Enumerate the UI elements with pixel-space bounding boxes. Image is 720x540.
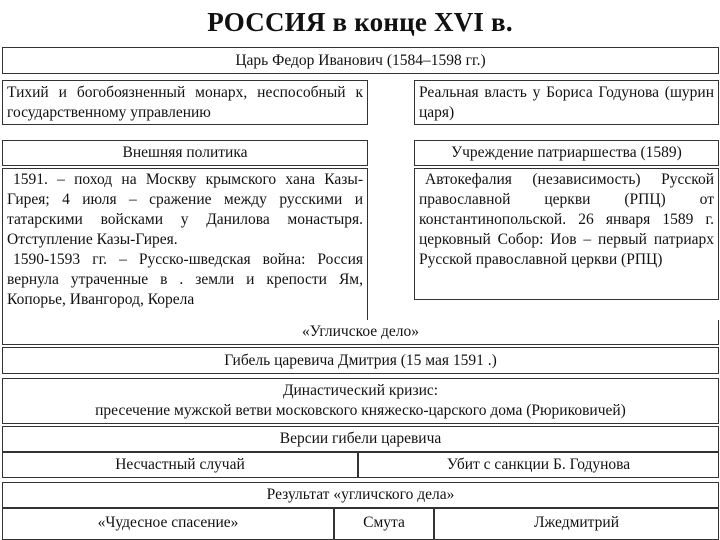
tsar-box [2, 47, 719, 74]
page-title: РОССИЯ в конце XVI в. [207, 7, 513, 37]
foreign-policy-header [2, 140, 368, 166]
version-accident-text: Несчастный случай [115, 456, 245, 473]
result-false-dmitry-box [434, 508, 719, 540]
dynastic-crisis-box [2, 378, 719, 424]
patriarchate-text: Автокефалия (независимость) Русской православной церкви (РПЦ) от константинопольской. 26 января 1589 г. церковный Собор: Иов – первый патриарх Русской православной церкви (РПЦ) [419, 171, 714, 268]
patriarchate-header [414, 140, 719, 166]
foreign-policy-item-crimea: 1591. – поход на Москву крымского хана Казы-Гирея; 4 июля – сражение между русскими и татарскими войсками у Данилова монастыря. Отступление Казы-Гирея. [7, 171, 363, 248]
result-header [2, 482, 719, 508]
result-false-dmitry-text: Лжедмитрий [534, 514, 619, 531]
result-rescue-text: «Чудесное спасение» [97, 514, 239, 531]
dynastic-crisis-detail: пресечение мужской ветви московского княжеско-царского дома (Рюриковичей) [95, 402, 626, 419]
tsar-text: Царь Федор Иванович (1584–1598 гг.) [235, 52, 486, 69]
dmitry-death-box [2, 347, 719, 374]
version-killed-box [358, 452, 719, 478]
uglich-header-text: «Угличское дело» [301, 323, 420, 340]
version-accident-box [2, 452, 358, 478]
patriarchate-header-text: Учреждение патриаршества (1589) [451, 144, 682, 161]
versions-header-text: Версии гибели царевича [279, 430, 442, 447]
result-smuta-box [334, 508, 434, 540]
real-power-box [414, 80, 719, 125]
tsar-character-box [2, 80, 368, 125]
foreign-policy-header-text: Внешняя политика [122, 144, 248, 161]
foreign-policy-item-sweden: 1590-1593 гг. – Русско-шведская война: Россия вернула утраченные в . земли и крепости Ям, Копорье, Ивангород, Корела [7, 251, 363, 308]
result-header-text: Результат «угличского дела» [266, 486, 455, 503]
uglich-header [2, 320, 719, 345]
result-smuta-text: Смута [363, 514, 405, 531]
dmitry-death-text: Гибель царевича Дмитрия (15 мая 1591 .) [224, 352, 497, 369]
versions-header [2, 426, 719, 452]
real-power-text: Реальная власть у Бориса Годунова (шурин царя) [419, 84, 714, 121]
patriarchate-box [414, 168, 719, 300]
dynastic-crisis-title: Династический кризис: [282, 382, 439, 399]
version-killed-text: Убит с санкции Б. Годунова [446, 456, 631, 473]
tsar-character-text: Тихий и богобоязненный монарх, неспособный к государственному управлению [7, 84, 363, 121]
result-rescue-box [2, 508, 334, 540]
foreign-policy-box [2, 168, 368, 322]
